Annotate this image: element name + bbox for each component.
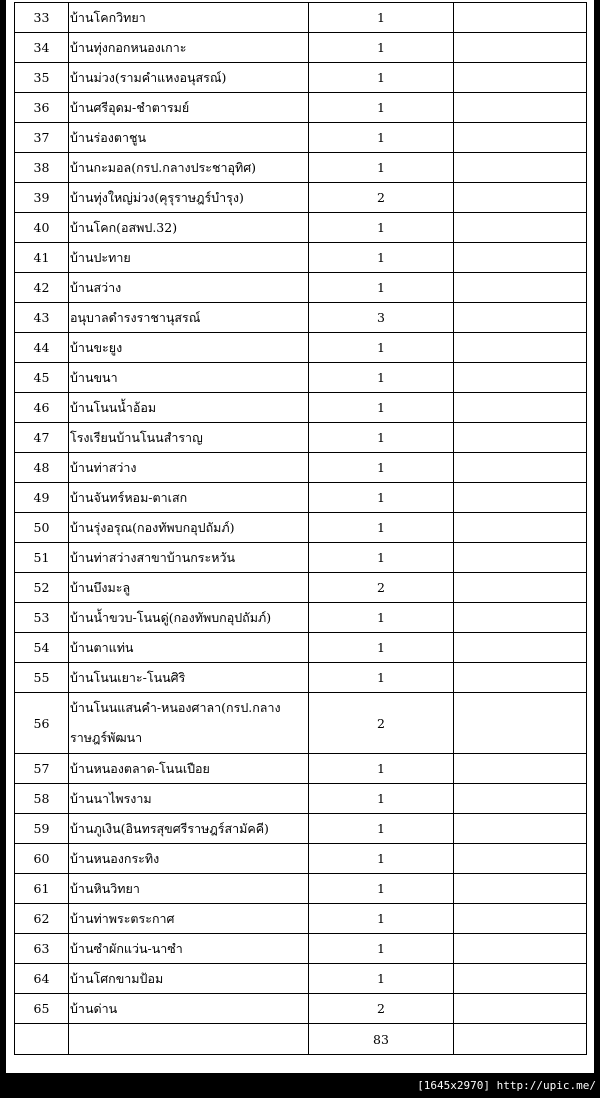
row-number-cell: 63 (15, 934, 69, 964)
school-name-cell: บ้านน้ำขวบ-โนนดู่(กองทัพบกอุปถัมภ์) (69, 603, 309, 633)
table-row (15, 423, 587, 453)
count-cell: 1 (309, 93, 454, 123)
count-cell: 1 (309, 3, 454, 33)
row-number-cell: 39 (15, 183, 69, 213)
total-row (15, 1024, 587, 1055)
remarks-cell (454, 964, 587, 994)
remarks-cell (454, 934, 587, 964)
count-cell: 2 (309, 693, 454, 754)
remarks-cell (454, 123, 587, 153)
remarks-cell (454, 273, 587, 303)
total-count-cell: 83 (309, 1024, 454, 1055)
row-number-cell: 62 (15, 904, 69, 934)
remarks-cell (454, 603, 587, 633)
table-row (15, 183, 587, 213)
remarks-cell (454, 513, 587, 543)
row-number-cell: 56 (15, 693, 69, 754)
count-cell: 2 (309, 183, 454, 213)
table-row (15, 994, 587, 1024)
row-number-cell: 61 (15, 874, 69, 904)
school-name-cell: บ้านม่วง(รามคำแหงอนุสรณ์) (69, 63, 309, 93)
row-number-cell: 34 (15, 33, 69, 63)
remarks-cell (454, 453, 587, 483)
row-number-cell: 60 (15, 844, 69, 874)
remarks-cell (454, 994, 587, 1024)
remarks-cell (454, 3, 587, 33)
row-number-cell: 41 (15, 243, 69, 273)
remarks-cell (454, 543, 587, 573)
page-frame-left (0, 0, 6, 1073)
table-row (15, 693, 587, 754)
school-name-cell: บ้านขนา (69, 363, 309, 393)
table-row (15, 904, 587, 934)
row-number-cell: 59 (15, 814, 69, 844)
table-body (15, 3, 587, 1055)
school-count-table (14, 2, 587, 1055)
school-name-cell: บ้านโคกวิทยา (69, 3, 309, 33)
remarks-cell (454, 213, 587, 243)
count-cell: 1 (309, 393, 454, 423)
table-row (15, 243, 587, 273)
table-row (15, 63, 587, 93)
table-row (15, 814, 587, 844)
school-name-cell: บ้านท่าสว่างสาขาบ้านกระหวัน (69, 543, 309, 573)
table-row (15, 633, 587, 663)
count-cell: 3 (309, 303, 454, 333)
school-name-cell: อนุบาลดำรงราชานุสรณ์ (69, 303, 309, 333)
table-row (15, 603, 587, 633)
school-name-cell: บ้านด่าน (69, 994, 309, 1024)
remarks-cell (454, 183, 587, 213)
table-row (15, 483, 587, 513)
school-name-cell: บ้านนาไพรงาม (69, 784, 309, 814)
school-name-cell: บ้านกะมอล(กรป.กลางประชาอุทิศ) (69, 153, 309, 183)
table-row (15, 844, 587, 874)
count-cell: 1 (309, 363, 454, 393)
count-cell: 1 (309, 814, 454, 844)
count-cell: 1 (309, 904, 454, 934)
count-cell: 1 (309, 513, 454, 543)
page-frame-right (594, 0, 600, 1073)
school-name-cell: บ้านจันทร์หอม-ตาเสก (69, 483, 309, 513)
count-cell: 1 (309, 964, 454, 994)
table-row (15, 153, 587, 183)
table-row (15, 333, 587, 363)
count-cell: 1 (309, 423, 454, 453)
remarks-cell (454, 93, 587, 123)
count-cell: 1 (309, 273, 454, 303)
remarks-cell (454, 814, 587, 844)
table-row (15, 33, 587, 63)
row-number-cell: 52 (15, 573, 69, 603)
row-number-cell: 37 (15, 123, 69, 153)
remarks-cell (454, 874, 587, 904)
remarks-cell (454, 303, 587, 333)
row-number-cell: 35 (15, 63, 69, 93)
remarks-cell (454, 663, 587, 693)
row-number-cell: 33 (15, 3, 69, 33)
count-cell: 1 (309, 543, 454, 573)
remarks-cell (454, 844, 587, 874)
row-number-cell: 58 (15, 784, 69, 814)
row-number-cell: 36 (15, 93, 69, 123)
table-row (15, 3, 587, 33)
table-row (15, 453, 587, 483)
count-cell: 1 (309, 784, 454, 814)
remarks-cell (454, 393, 587, 423)
total-blank-cell (15, 1024, 69, 1055)
count-cell: 1 (309, 754, 454, 784)
school-name-cell: บ้านสว่าง (69, 273, 309, 303)
school-name-cell: บ้านโนนน้ำอ้อม (69, 393, 309, 423)
remarks-cell (454, 333, 587, 363)
remarks-cell (454, 573, 587, 603)
count-cell: 1 (309, 453, 454, 483)
row-number-cell: 40 (15, 213, 69, 243)
table-row (15, 93, 587, 123)
row-number-cell: 42 (15, 273, 69, 303)
row-number-cell: 55 (15, 663, 69, 693)
remarks-cell (454, 63, 587, 93)
school-name-cell: บ้านบึงมะลู (69, 573, 309, 603)
count-cell: 1 (309, 874, 454, 904)
table-row (15, 213, 587, 243)
remarks-cell (454, 423, 587, 453)
school-name-cell: บ้านโนนแสนคำ-หนองศาลา(กรป.กลางราษฎร์พัฒนา (69, 693, 309, 754)
row-number-cell: 44 (15, 333, 69, 363)
school-name-cell: บ้านโนนเยาะ-โนนศิริ (69, 663, 309, 693)
remarks-cell (454, 904, 587, 934)
school-name-cell: บ้านหนองตลาด-โนนเปือย (69, 754, 309, 784)
count-cell: 1 (309, 483, 454, 513)
count-cell: 1 (309, 934, 454, 964)
school-name-cell: บ้านทุ่งใหญ่ม่วง(คุรุราษฎร์บำรุง) (69, 183, 309, 213)
count-cell: 1 (309, 663, 454, 693)
remarks-cell (454, 784, 587, 814)
remarks-cell (454, 754, 587, 784)
count-cell: 1 (309, 123, 454, 153)
table-row (15, 934, 587, 964)
school-name-cell: บ้านร่องตาชูน (69, 123, 309, 153)
school-name-cell: บ้านหนองกระทิง (69, 844, 309, 874)
school-name-cell: บ้านปะทาย (69, 243, 309, 273)
school-name-cell: โรงเรียนบ้านโนนสำราญ (69, 423, 309, 453)
remarks-cell (454, 243, 587, 273)
remarks-cell (454, 363, 587, 393)
school-name-cell: บ้านโศกขามป้อม (69, 964, 309, 994)
row-number-cell: 50 (15, 513, 69, 543)
school-name-cell: บ้านซำผักแว่น-นาซำ (69, 934, 309, 964)
total-label-cell (69, 1024, 309, 1055)
row-number-cell: 45 (15, 363, 69, 393)
row-number-cell: 65 (15, 994, 69, 1024)
row-number-cell: 54 (15, 633, 69, 663)
table-row (15, 543, 587, 573)
remarks-cell (454, 33, 587, 63)
row-number-cell: 38 (15, 153, 69, 183)
table-row (15, 273, 587, 303)
row-number-cell: 43 (15, 303, 69, 333)
count-cell: 1 (309, 633, 454, 663)
count-cell: 1 (309, 63, 454, 93)
row-number-cell: 53 (15, 603, 69, 633)
school-name-cell: บ้านหินวิทยา (69, 874, 309, 904)
table-row (15, 964, 587, 994)
count-cell: 1 (309, 603, 454, 633)
count-cell: 1 (309, 33, 454, 63)
remarks-cell (454, 483, 587, 513)
remarks-cell (454, 633, 587, 663)
count-cell: 1 (309, 243, 454, 273)
school-name-cell: บ้านขะยูง (69, 333, 309, 363)
school-name-cell: บ้านท่าสว่าง (69, 453, 309, 483)
total-remarks-cell (454, 1024, 587, 1055)
row-number-cell: 46 (15, 393, 69, 423)
table-row (15, 663, 587, 693)
school-name-cell: บ้านโคก(อสพป.32) (69, 213, 309, 243)
table-row (15, 573, 587, 603)
count-cell: 2 (309, 573, 454, 603)
school-name-cell: บ้านรุ่งอรุณ(กองทัพบกอุปถัมภ์) (69, 513, 309, 543)
school-name-cell: บ้านท่าพระตระกาศ (69, 904, 309, 934)
remarks-cell (454, 153, 587, 183)
school-name-cell: บ้านภูเงิน(อินทรสุขศรีราษฎร์สามัคคี) (69, 814, 309, 844)
row-number-cell: 51 (15, 543, 69, 573)
count-cell: 1 (309, 844, 454, 874)
school-name-cell: บ้านศรีอุดม-ชำตารมย์ (69, 93, 309, 123)
row-number-cell: 57 (15, 754, 69, 784)
table-row (15, 874, 587, 904)
row-number-cell: 47 (15, 423, 69, 453)
school-name-cell: บ้านทุ่งกอกหนองเกาะ (69, 33, 309, 63)
table-row (15, 754, 587, 784)
school-name-cell: บ้านตาแท่น (69, 633, 309, 663)
image-size-watermark: [1645x2970] http://upic.me/ (417, 1079, 596, 1092)
table-row (15, 303, 587, 333)
table-row (15, 513, 587, 543)
row-number-cell: 48 (15, 453, 69, 483)
remarks-cell (454, 693, 587, 754)
count-cell: 2 (309, 994, 454, 1024)
count-cell: 1 (309, 213, 454, 243)
count-cell: 1 (309, 333, 454, 363)
table-row (15, 363, 587, 393)
table-row (15, 393, 587, 423)
row-number-cell: 64 (15, 964, 69, 994)
count-cell: 1 (309, 153, 454, 183)
table-row (15, 123, 587, 153)
row-number-cell: 49 (15, 483, 69, 513)
table-row (15, 784, 587, 814)
